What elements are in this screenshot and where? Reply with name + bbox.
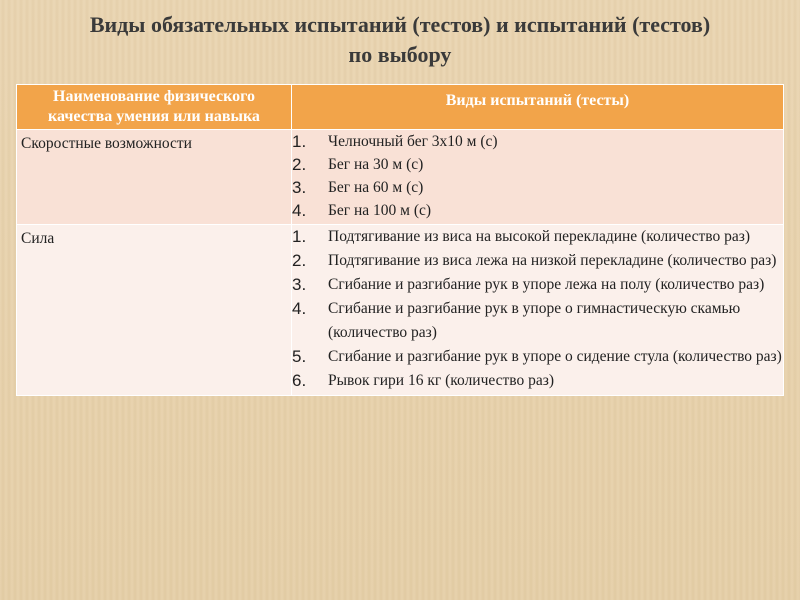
list-number: 3. (292, 275, 307, 294)
table-row-strength (17, 225, 784, 396)
list-number: 2. (292, 155, 307, 174)
header-tests: Виды испытаний (тесты) (292, 85, 784, 130)
tests-cell (292, 130, 784, 225)
title-line-1: Виды обязательных испытаний (тестов) и испытаний (тестов) (89, 12, 711, 37)
test-text: Сгибание и разгибание рук в упоре лежа на полу (количество раз) (328, 276, 765, 293)
list-number: 1. (292, 132, 307, 151)
list-item (292, 297, 783, 345)
list-item (292, 369, 783, 393)
test-text: Бег на 60 м (с) (328, 179, 424, 196)
test-text: Сгибание и разгибание рук в упоре о гимнастическую скамью (количество раз) (328, 300, 741, 341)
list-number: 3. (292, 178, 307, 197)
list-item (292, 153, 783, 176)
test-text: Сгибание и разгибание рук в упоре о сидение стула (количество раз) (328, 348, 782, 365)
list-item (292, 225, 783, 249)
list-item (292, 130, 783, 153)
table-header-row (17, 85, 784, 130)
tests-table (16, 84, 784, 396)
tests-list (292, 225, 783, 395)
test-text: Рывок гири 16 кг (количество раз) (328, 372, 555, 389)
list-item (292, 273, 783, 297)
test-text: Бег на 100 м (с) (328, 202, 432, 219)
list-number: 4. (292, 201, 307, 220)
header-quality: Наименование физического качества умения или навыка (17, 85, 292, 130)
list-number: 1. (292, 227, 307, 246)
list-number: 6. (292, 371, 307, 390)
test-text: Подтягивание из виса на высокой перекладине (количество раз) (328, 228, 751, 245)
tests-list (292, 130, 783, 224)
list-item (292, 199, 783, 222)
list-item (292, 249, 783, 273)
test-text: Челночный бег 3х10 м (с) (328, 133, 498, 150)
category-cell: Скоростные возможности (17, 130, 292, 225)
slide-title (0, 10, 800, 70)
test-text: Подтягивание из виса лежа на низкой перекладине (количество раз) (328, 252, 777, 269)
table-row-speed (17, 130, 784, 225)
list-item (292, 345, 783, 369)
tests-cell (292, 225, 784, 396)
title-line-2: по выбору (348, 42, 452, 67)
list-item (292, 176, 783, 199)
list-number: 2. (292, 251, 307, 270)
list-number: 4. (292, 299, 307, 318)
category-cell: Сила (17, 225, 292, 396)
test-text: Бег на 30 м (с) (328, 156, 424, 173)
list-number: 5. (292, 347, 307, 366)
